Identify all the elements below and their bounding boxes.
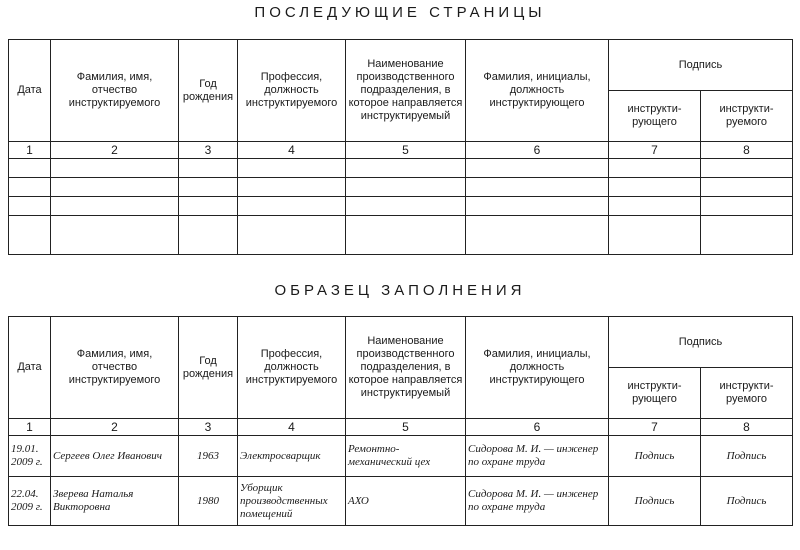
cell-date: 19.01. 2009 г. [9, 436, 51, 477]
cell-instructor: Сидорова М. И. — инженер по охране труда [466, 477, 609, 526]
header-signature: Подпись [609, 40, 793, 91]
cell-name: Сергеев Олег Иванович [51, 436, 179, 477]
header-date: Дата [9, 317, 51, 419]
cell-sig-instructed: Подпись [701, 436, 793, 477]
cell-profession: Уборщик производственных помещений [238, 477, 346, 526]
table-row [9, 477, 793, 526]
cell-year: 1963 [179, 436, 238, 477]
col-num: 8 [701, 142, 793, 159]
header-sig-instructed: инструкти-руемого [701, 91, 793, 142]
cell-instructor: Сидорова М. И. — инженер по охране труда [466, 436, 609, 477]
column-numbers-row [9, 419, 793, 436]
header-department: Наименование производственного подразделения, в которое направляется инструктируемый [346, 317, 466, 419]
col-num: 3 [179, 142, 238, 159]
col-num: 6 [466, 142, 609, 159]
header-instructor: Фамилия, инициалы, должность инструктирующего [466, 40, 609, 142]
header-year: Год рождения [179, 40, 238, 142]
header-name: Фамилия, имя, отчество инструктируемого [51, 317, 179, 419]
column-numbers-row [9, 142, 793, 159]
page-title-subsequent: ПОСЛЕДУЮЩИЕ СТРАНИЦЫ [254, 4, 546, 21]
col-num: 7 [609, 419, 701, 436]
cell-name: Зверева Наталья Викторовна [51, 477, 179, 526]
col-num: 2 [51, 419, 179, 436]
cell-department: АХО [346, 477, 466, 526]
header-signature: Подпись [609, 317, 793, 368]
empty-row [9, 216, 793, 255]
header-department: Наименование производственного подразделения, в которое направляется инструктируемый [346, 40, 466, 142]
col-num: 1 [9, 419, 51, 436]
journal-table-blank [8, 39, 793, 255]
empty-row [9, 159, 793, 178]
col-num: 7 [609, 142, 701, 159]
header-sig-instructor: инструкти-рующего [609, 91, 701, 142]
empty-row [9, 178, 793, 197]
cell-sig-instructor: Подпись [609, 436, 701, 477]
col-num: 5 [346, 419, 466, 436]
header-profession: Профессия, должность инструктируемого [238, 317, 346, 419]
col-num: 2 [51, 142, 179, 159]
col-num: 6 [466, 419, 609, 436]
cell-sig-instructor: Подпись [609, 477, 701, 526]
col-num: 5 [346, 142, 466, 159]
empty-row [9, 197, 793, 216]
cell-sig-instructed: Подпись [701, 477, 793, 526]
header-sig-instructor: инструкти-рующего [609, 368, 701, 419]
header-year: Год рождения [179, 317, 238, 419]
cell-profession: Электросварщик [238, 436, 346, 477]
header-date: Дата [9, 40, 51, 142]
col-num: 3 [179, 419, 238, 436]
cell-year: 1980 [179, 477, 238, 526]
col-num: 4 [238, 142, 346, 159]
header-name: Фамилия, имя, отчество инструктируемого [51, 40, 179, 142]
header-sig-instructed: инструкти-руемого [701, 368, 793, 419]
cell-department: Ремонтно-механический цех [346, 436, 466, 477]
header-profession: Профессия, должность инструктируемого [238, 40, 346, 142]
col-num: 8 [701, 419, 793, 436]
col-num: 4 [238, 419, 346, 436]
col-num: 1 [9, 142, 51, 159]
table-row [9, 436, 793, 477]
cell-date: 22.04. 2009 г. [9, 477, 51, 526]
journal-table-sample [8, 316, 793, 526]
header-instructor: Фамилия, инициалы, должность инструктирующего [466, 317, 609, 419]
page-title-sample: ОБРАЗЕЦ ЗАПОЛНЕНИЯ [274, 282, 526, 299]
